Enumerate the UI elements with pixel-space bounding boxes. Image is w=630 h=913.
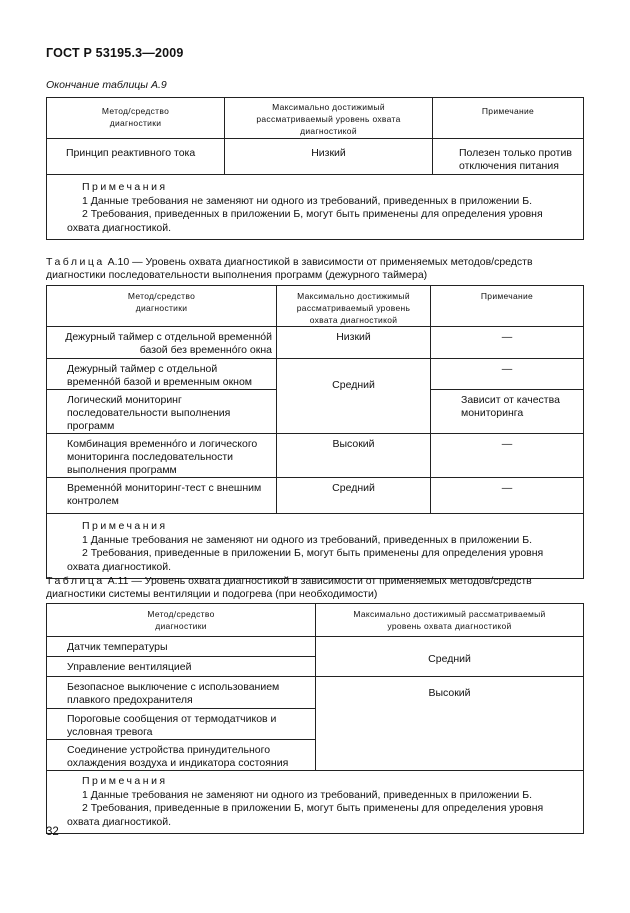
table-a11 xyxy=(46,603,584,834)
table-a9-row-level: Низкий xyxy=(225,139,433,175)
table-a9-header-level: Максимально достижимый рассматриваемый уровень охвата диагностикой xyxy=(225,98,433,139)
table-a11-caption-label: Таблица xyxy=(46,575,105,587)
table-a11-row-method: Пороговые сообщения от термодатчиков и условная тревога xyxy=(47,709,316,740)
table-a10-caption-text: — Уровень охвата диагностикой в зависимости от применяемых методов/средств диагностики последовательности выполнения программ (дежурного таймера) xyxy=(46,256,533,281)
table-a10-level-medium: Средний xyxy=(277,359,431,434)
table-a10-row-method: Дежурный таймер с отдельной временно́й базой и временным окном xyxy=(47,359,277,390)
table-a9-continuation-label: Окончание таблицы А.9 xyxy=(46,79,167,91)
table-a10-row-note: — xyxy=(431,327,584,359)
table-a9 xyxy=(46,97,584,240)
table-a11-header-method: Метод/средство диагностики xyxy=(47,604,316,637)
table-a11-note-1: 1 Данные требования не заменяют ни одного из требований, приведенных в приложении Б. xyxy=(82,788,533,801)
table-a10-row-method: Временно́й мониторинг-тест с внешним контролем xyxy=(47,478,277,514)
table-a10-row-method: Дежурный таймер с отдельной временно́й базой без временно́го окна xyxy=(47,327,277,359)
table-a11-caption-text: — Уровень охвата диагностикой в зависимости от применяемых методов/средств диагностики системы вентиляции и подогрева (при необходимости) xyxy=(46,575,532,600)
table-a10-row-note: Зависит от качества мониторинга xyxy=(431,390,584,434)
table-a10-header-note: Примечание xyxy=(431,286,584,327)
table-a11-caption-number: А.11 xyxy=(107,575,129,587)
table-a10-row-note: — xyxy=(431,478,584,514)
table-a10-row-note: — xyxy=(431,359,584,390)
table-a11-header-level: Максимально достижимый рассматриваемый уровень охвата диагностикой xyxy=(316,604,584,637)
table-a11-level-high: Высокий xyxy=(316,677,584,771)
table-a9-header-note: Примечание xyxy=(433,98,584,139)
table-a11-notes xyxy=(47,771,584,834)
table-a10-caption-label: Таблица xyxy=(46,256,105,268)
table-a10-notes xyxy=(47,514,584,579)
table-a9-note-2: 2 Требования, приведенных в приложении Б, могут быть применены для определения уровня охвата диагностикой. xyxy=(67,208,543,234)
table-a10-row-method: Комбинация временно́го и логического мониторинга последовательности выполнения программ xyxy=(47,434,277,478)
table-a9-row-note: Полезен только против отключения питания xyxy=(433,139,584,175)
table-a10 xyxy=(46,285,584,579)
table-a11-note-2: 2 Требования, приведенные в приложении Б, могут быть применены для определения уровня охвата диагностикой. xyxy=(67,802,544,828)
table-a10-level-medium-2: Средний xyxy=(277,478,431,514)
table-a9-header-method: Метод/средство диагностики xyxy=(47,98,225,139)
table-a11-level-medium: Средний xyxy=(316,637,584,677)
table-a10-level-low: Низкий xyxy=(277,327,431,359)
table-a10-header-level: Максимально достижимый рассматриваемый уровень охвата диагностикой xyxy=(277,286,431,327)
document-header: ГОСТ Р 53195.3—2009 xyxy=(46,46,184,60)
table-a11-notes-title: Примечания xyxy=(82,775,168,787)
table-a10-caption xyxy=(46,256,586,282)
page-number: 32 xyxy=(46,826,59,838)
table-a11-caption xyxy=(46,575,586,601)
table-a10-level-high: Высокий xyxy=(277,434,431,478)
table-a10-note-2: 2 Требования, приведенные в приложении Б, могут быть применены для определения уровня охвата диагностикой. xyxy=(67,547,544,573)
table-a11-row-method: Безопасное выключение с использованием плавкого предохранителя xyxy=(47,677,316,709)
table-a10-header-method: Метод/средство диагностики xyxy=(47,286,277,327)
table-a9-note-1: 1 Данные требования не заменяют ни одного из требований, приведенных в приложении Б. xyxy=(82,194,533,207)
table-a11-row-method: Управление вентиляцией xyxy=(47,657,316,677)
table-a10-note-1: 1 Данные требования не заменяют ни одного из требований, приведенных в приложении Б. xyxy=(82,533,533,546)
table-a10-notes-title: Примечания xyxy=(82,520,168,532)
table-a10-row-method: Логический мониторинг последовательности выполнения программ xyxy=(47,390,277,434)
table-a11-row-method: Датчик температуры xyxy=(47,637,316,657)
table-a10-caption-number: А.10 xyxy=(107,256,130,268)
table-a10-row-note: — xyxy=(431,434,584,478)
table-a9-notes-title: Примечания xyxy=(82,181,168,193)
table-a9-notes xyxy=(47,175,584,240)
table-a11-row-method: Соединение устройства принудительного охлаждения воздуха и индикатора состояния xyxy=(47,740,316,771)
table-a9-row-method: Принцип реактивного тока xyxy=(47,139,225,175)
